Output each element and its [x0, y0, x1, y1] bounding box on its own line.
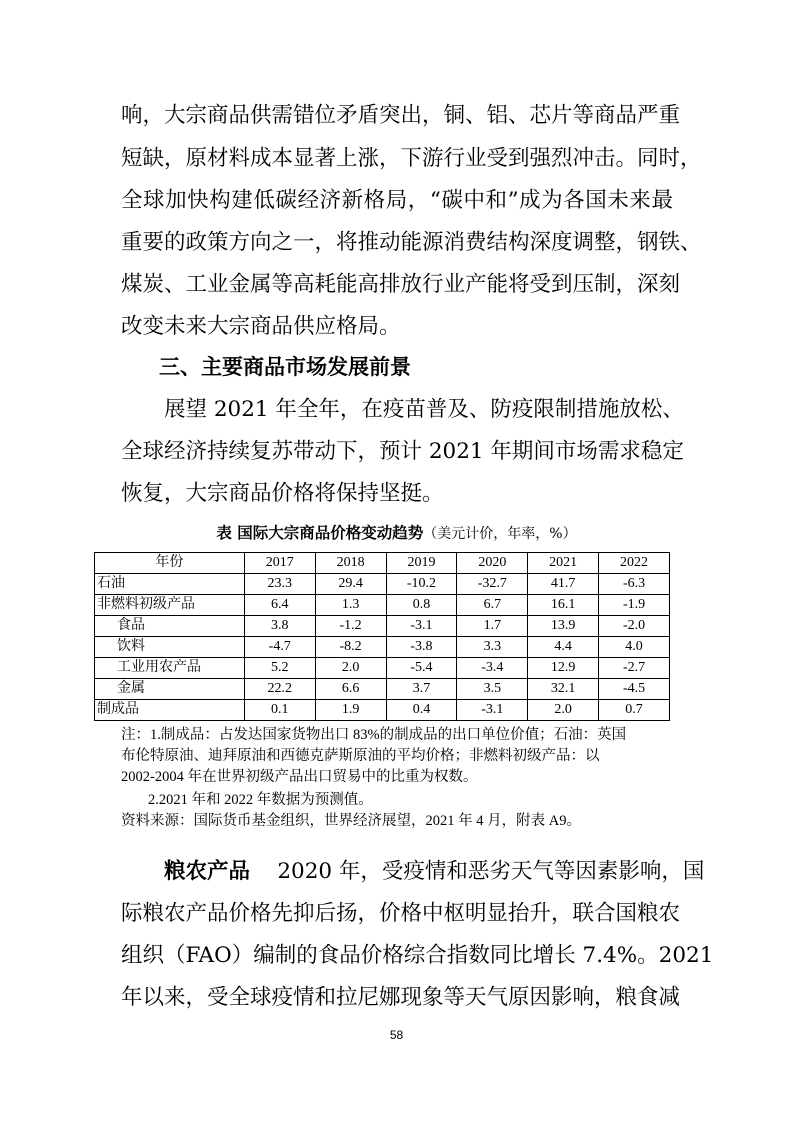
table-cell: -32.7 — [457, 574, 528, 595]
table-cell: -2.0 — [599, 616, 670, 637]
header-cell: 2021 — [528, 553, 599, 574]
table-cell: 6.4 — [244, 595, 315, 616]
text-line: 展望 2021 年全年，在疫苗普及、防疫限制措施放松、 — [164, 397, 684, 422]
text-line: 响，大宗商品供需错位矛盾突出，铜、铝、芯片等商品严重 — [121, 103, 681, 128]
table-cell: 4.0 — [599, 637, 670, 658]
note-line: 2002-2004 年在世界初级产品出口贸易中的比重为权数。 — [121, 769, 478, 785]
table-row — [95, 637, 670, 658]
table-cell: 4.4 — [528, 637, 599, 658]
table-cell: 0.7 — [599, 700, 670, 721]
row-label: 制成品 — [95, 700, 245, 721]
table-cell: 3.5 — [457, 679, 528, 700]
table-cell: 29.4 — [315, 574, 386, 595]
header-cell: 年份 — [95, 553, 245, 574]
table-row — [95, 679, 670, 700]
text-line: 年以来，受全球疫情和拉尼娜现象等天气原因影响，粮食减 — [121, 985, 681, 1010]
table-cell: -3.1 — [457, 700, 528, 721]
text-line: 全球经济持续复苏带动下，预计 2021 年期间市场需求稳定 — [121, 439, 684, 464]
table-cell: 3.8 — [244, 616, 315, 637]
row-label: 非燃料初级产品 — [95, 595, 245, 616]
table-cell: 13.9 — [528, 616, 599, 637]
row-label: 石油 — [95, 574, 245, 595]
text-line: 组织（FAO）编制的食品价格综合指数同比增长 7.4%。2021 — [121, 943, 714, 968]
table-cell: -2.7 — [599, 658, 670, 679]
row-label: 金属 — [95, 679, 245, 700]
table-row — [95, 595, 670, 616]
table-cell: 23.3 — [244, 574, 315, 595]
text-line: 重要的政策方向之一，将推动能源消费结构深度调整，钢铁、 — [121, 230, 702, 255]
table-cell: -1.9 — [599, 595, 670, 616]
table-cell: -4.7 — [244, 637, 315, 658]
text-line: 煤炭、工业金属等高耗能高排放行业产能将受到压制，深刻 — [121, 272, 681, 297]
table-cell: -3.8 — [386, 637, 457, 658]
table-cell: 1.7 — [457, 616, 528, 637]
section-heading: 三、主要商品市场发展前景 — [159, 355, 411, 379]
table-row — [95, 616, 670, 637]
table-unit: （美元计价，年率，%） — [423, 526, 577, 542]
table-cell: 2.0 — [528, 700, 599, 721]
table-row — [95, 574, 670, 595]
table-cell: 0.8 — [386, 595, 457, 616]
page-number: 58 — [389, 1028, 404, 1042]
header-cell: 2019 — [386, 553, 457, 574]
table-cell: 6.7 — [457, 595, 528, 616]
note-line: 2.2021 年和 2022 年数据为预测值。 — [148, 792, 373, 808]
table-row — [95, 700, 670, 721]
table-cell: 2.0 — [315, 658, 386, 679]
text-line: 恢复，大宗商品价格将保持坚挺。 — [121, 481, 444, 506]
source-line: 资料来源：国际货币基金组织，世界经济展望，2021 年 4 月，附表 A9。 — [121, 813, 581, 829]
table-cell: -3.1 — [386, 616, 457, 637]
table-cell: 5.2 — [244, 658, 315, 679]
table-cell: -1.2 — [315, 616, 386, 637]
table-cell: 0.4 — [386, 700, 457, 721]
table-cell: -8.2 — [315, 637, 386, 658]
table-cell: -5.4 — [386, 658, 457, 679]
table-row — [95, 658, 670, 679]
note-line: 布伦特原油、迪拜原油和西德克萨斯原油的平均价格；非燃料初级产品：以 — [121, 748, 600, 764]
header-cell: 2017 — [244, 553, 315, 574]
table-cell: 32.1 — [528, 679, 599, 700]
table-cell: 41.7 — [528, 574, 599, 595]
table-cell: -6.3 — [599, 574, 670, 595]
text-line — [164, 857, 705, 887]
table-cell: 3.3 — [457, 637, 528, 658]
header-cell: 2022 — [599, 553, 670, 574]
text-span: 2020 年，受疫情和恶劣天气等因素影响，国 — [250, 859, 705, 884]
price-table — [94, 552, 670, 721]
note-line: 注：1.制成品：占发达国家货物出口 83%的制成品的出口单位价值；石油：英国 — [121, 727, 627, 743]
table-header-row — [95, 553, 670, 574]
table-cell: 1.3 — [315, 595, 386, 616]
table-cell: 22.2 — [244, 679, 315, 700]
text-line: 改变未来大宗商品供应格局。 — [121, 314, 401, 339]
table-cell: -10.2 — [386, 574, 457, 595]
header-cell: 2018 — [315, 553, 386, 574]
text-line: 全球加快构建低碳经济新格局，“碳中和”成为各国未来最 — [121, 188, 673, 213]
table-cell: 6.6 — [315, 679, 386, 700]
table-cell: 12.9 — [528, 658, 599, 679]
text-line: 际粮农产品价格先抑后扬，价格中枢明显抬升，联合国粮农 — [121, 901, 681, 926]
row-label: 饮料 — [95, 637, 245, 658]
table-title-text: 表 国际大宗商品价格变动趋势 — [216, 524, 424, 542]
table-cell: -3.4 — [457, 658, 528, 679]
table-title — [0, 522, 793, 545]
table-cell: 0.1 — [244, 700, 315, 721]
header-cell: 2020 — [457, 553, 528, 574]
table-cell: 16.1 — [528, 595, 599, 616]
table-cell: 1.9 — [315, 700, 386, 721]
row-label: 工业用农产品 — [95, 658, 245, 679]
text-line: 短缺，原材料成本显著上涨，下游行业受到强烈冲击。同时， — [121, 146, 702, 171]
table-cell: 3.7 — [386, 679, 457, 700]
lead-term: 粮农产品 — [164, 859, 251, 884]
table-cell: -4.5 — [599, 679, 670, 700]
row-label: 食品 — [95, 616, 245, 637]
